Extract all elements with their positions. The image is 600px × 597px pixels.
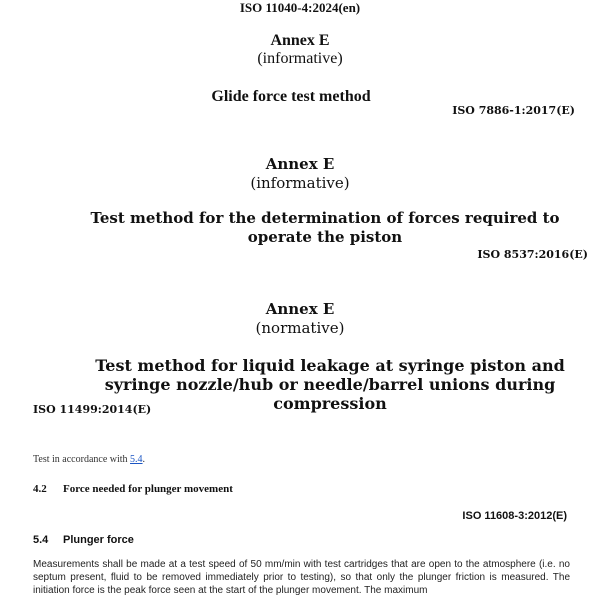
clause-body-text: Measurements shall be made at a test speed of 50 mm/min with test cartridges that are open to the atmosphere (i.e. no septum present, fluid to be removed immediately prior to testing), so that only the plunger friction is measured. The initiation force is the peak force seen at the start of the plunger movement. The maximum (33, 559, 570, 596)
clause-heading (33, 483, 233, 495)
standard-reference-iso-8537: ISO 8537:2016(E) (477, 248, 588, 261)
standard-reference-iso-11499: ISO 11499:2014(E) (33, 403, 152, 416)
test-reference-prefix: Test in accordance with (33, 454, 131, 465)
annex-kind: (informative) (257, 50, 343, 67)
annex-title: Glide force test method (211, 88, 371, 105)
annex-heading: Annex E (265, 155, 335, 173)
clause-title: Plunger force (63, 534, 134, 546)
annex-heading: Annex E (265, 300, 335, 318)
clause-number: 5.4 (33, 534, 49, 546)
annex-heading: Annex E (270, 32, 330, 49)
annex-title: Test method for liquid leakage at syringe piston and syringe nozzle/hub or needle/barrel unions during compression (95, 356, 565, 413)
standard-reference-iso-7886-1: ISO 7886-1:2017(E) (452, 104, 575, 117)
clause-title: Force needed for plunger movement (63, 483, 233, 495)
test-reference-sentence (33, 454, 145, 465)
annex-kind: (informative) (250, 174, 350, 192)
standard-reference-iso-11040-4: ISO 11040-4:2024(en) (239, 0, 361, 15)
annex-kind: (normative) (255, 319, 345, 337)
clause-link-5-4[interactable]: 5.4 (130, 454, 143, 465)
annex-title: Test method for the determination of forces required to operate the piston (90, 209, 560, 246)
clause-number: 4.2 (33, 483, 47, 495)
clause-heading (33, 534, 134, 546)
standard-reference-iso-11608-3: ISO 11608-3:2012(E) (462, 510, 567, 522)
test-reference-suffix: . (142, 454, 146, 465)
